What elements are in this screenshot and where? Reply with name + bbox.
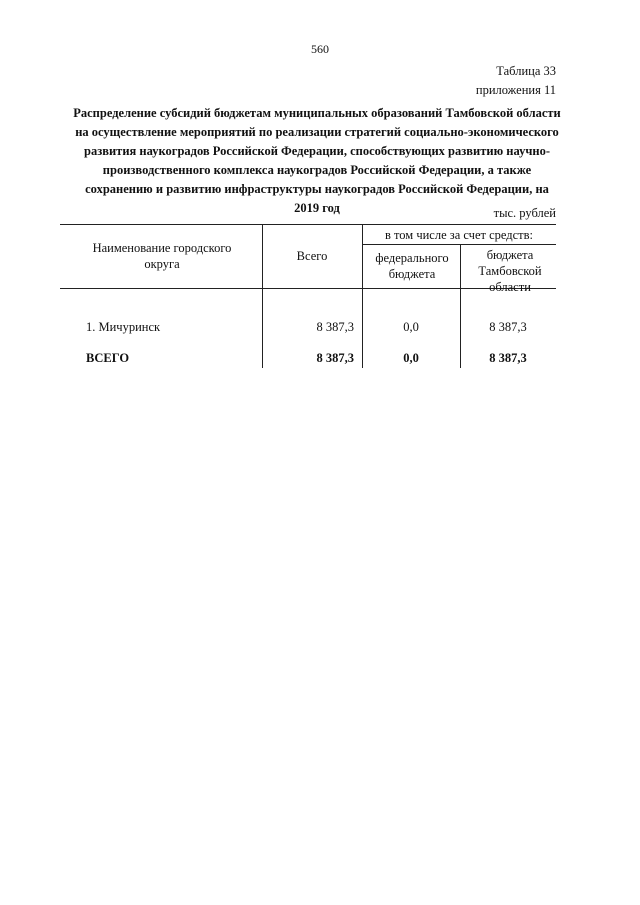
header-federal: федерального бюджета xyxy=(375,251,449,281)
page-number: 560 xyxy=(311,42,329,56)
total-row-total: 8 387,3 xyxy=(316,351,354,365)
subheader-rule xyxy=(362,244,556,245)
subsidy-table xyxy=(60,224,556,368)
total-row-federal: 0,0 xyxy=(403,351,419,365)
header-group: в том числе за счет средств: xyxy=(384,228,534,242)
row-federal: 0,0 xyxy=(403,320,419,334)
header-name: Наименование городского округа xyxy=(92,241,232,271)
table-reference xyxy=(430,62,556,100)
total-row-regional: 8 387,3 xyxy=(489,351,527,365)
header-total: Всего xyxy=(296,249,328,263)
table-number: Таблица 33 xyxy=(496,64,556,78)
total-row-name: ВСЕГО xyxy=(86,351,130,365)
row-regional: 8 387,3 xyxy=(489,320,527,334)
row-total: 8 387,3 xyxy=(316,320,354,334)
table-top-rule xyxy=(60,224,556,225)
header-bottom-rule xyxy=(60,288,556,289)
units-label: тыс. рублей xyxy=(493,206,556,220)
row-name: 1. Мичуринск xyxy=(86,320,161,334)
column-divider-2 xyxy=(362,224,363,368)
document-title: Распределение субсидий бюджетам муниципальных образований Тамбовской области на осуществление мероприятий по реализации стратегий социально-экономического развития наукоградов Российской Федерации, способствующих развитию научно-производственного комплекса наукоградов Российской Федерации, а также сохранению и развитию инфраструктуры наукоградов Российской Федерации, на 2019 год xyxy=(73,106,561,215)
appendix-number: приложения 11 xyxy=(475,83,556,97)
header-regional: бюджета Тамбовской области xyxy=(478,248,542,294)
column-divider-1 xyxy=(262,224,263,368)
